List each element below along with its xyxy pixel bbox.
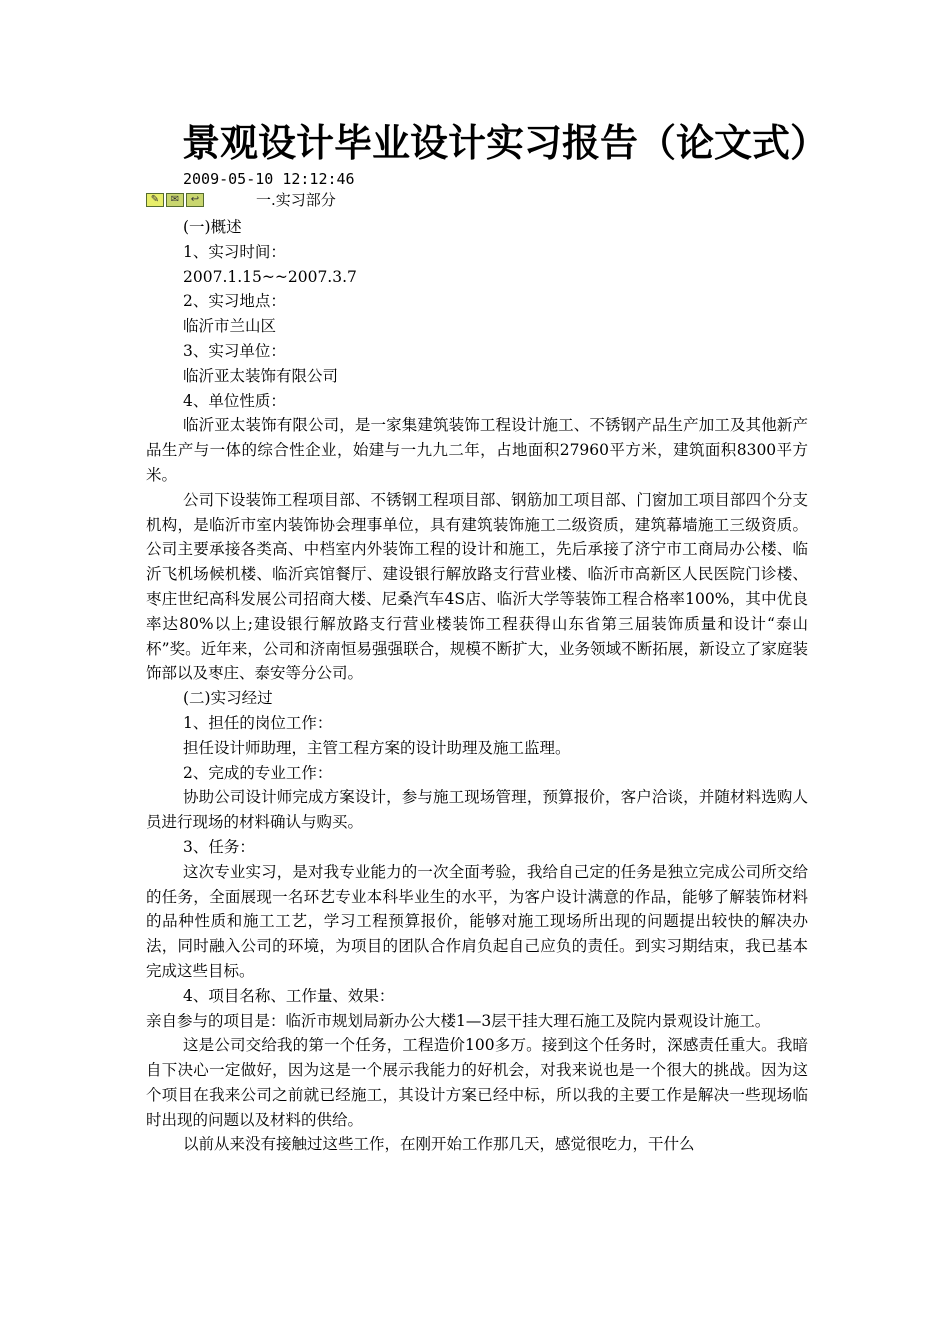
post-icon-bar <box>146 193 204 209</box>
subheading-process: (二)实习经过 <box>183 689 273 708</box>
paragraph: 临沂亚太装饰有限公司，是一家集建筑装饰工程设计施工、不锈钢产品生产加工及其他新产品生产与一体的综合性企业，始建与一九九二年，占地面积27960平方米，建筑面积8300平方米。 <box>146 416 808 484</box>
paragraph: 这是公司交给我的第一个任务，工程造价100多万。接到这个任务时，深感责任重大。我暗自下决心一定做好，因为这是一个展示我能力的好机会，对我来说也是一个很大的挑战。因为这个项目在我来公司之前就已经施工，其设计方案已经中标，所以我的主要工作是解决一些现场临时出现的问题以及材料的供给。 <box>146 1036 808 1129</box>
item-label: 4、单位性质： <box>183 391 286 410</box>
item-label: 2、实习地点： <box>183 292 286 311</box>
paragraph: 这次专业实习，是对我专业能力的一次全面考验，我给自己定的任务是独立完成公司所交给的任务，全面展现一名环艺专业本科毕业生的水平，为客户设计满意的作品，能够了解装饰材料的品种性质和施工工艺，学习工程预算报价，能够对施工现场所出现的问题提出较快的解决办法，同时融入公司的环境，为项目的团队合作肩负起自己应负的责任。到实习期结束，我已基本完成这些目标。 <box>146 862 808 980</box>
reply-icon[interactable]: ↩ <box>186 193 204 207</box>
item-label: 1、担任的岗位工作： <box>183 713 333 732</box>
item-label: 2、完成的专业工作： <box>183 763 333 782</box>
paragraph: 以前从来没有接触过这些工作，在刚开始工作那几天，感觉很吃力，干什么 <box>183 1135 695 1154</box>
paragraph: 公司下设装饰工程项目部、不锈钢工程项目部、钢筋加工项目部、门窗加工项目部四个分支机构，是临沂市室内装饰协会理事单位，具有建筑装饰施工二级资质，建筑幕墙施工三级资质。公司主要承接各类高、中档室内外装饰工程的设计和施工，先后承接了济宁市工商局办公楼、临沂飞机场候机楼、临沂宾馆餐厅、建设银行解放路支行营业楼、临沂市高新区人民医院门诊楼、枣庄世纪高科发展公司招商大楼、尼桑汽车4S店、临沂大学等装饰工程合格率100%，其中优良率达80%以上;建设银行解放路支行营业楼装饰工程获得山东省第三届装饰质量和设计“泰山杯”奖。近年来，公司和济南恒易强强联合，规模不断扩大，业务领域不断拓展，新设立了家庭装饰部以及枣庄、泰安等分公司。 <box>146 490 808 683</box>
subheading-overview: (一)概述 <box>183 218 242 236</box>
document-title: 景观设计毕业设计实习报告（论文式） <box>182 120 829 165</box>
item-value: 临沂亚太装饰有限公司 <box>183 366 339 385</box>
post-date: 2009-05-10 12:12:46 <box>183 170 355 188</box>
paragraph: 亲自参与的项目是：临沂市规划局新办公大楼1—3层干挂大理石施工及院内景观设计施工。 <box>146 1011 771 1030</box>
paragraph: 协助公司设计师完成方案设计，参与施工现场管理，预算报价，客户洽谈，并随材料选购人员进行现场的材料确认与购买。 <box>146 788 808 832</box>
item-label: 1、实习时间： <box>183 242 286 261</box>
section-heading: 一.实习部分 <box>256 191 336 209</box>
item-value: 临沂市兰山区 <box>183 317 277 336</box>
paragraph: 担任设计师助理，主管工程方案的设计助理及施工监理。 <box>183 738 571 757</box>
item-label: 3、实习单位： <box>183 341 286 360</box>
item-value: 2007.1.15~~2007.3.7 <box>183 267 357 286</box>
note-icon[interactable]: ✎ <box>146 193 164 207</box>
item-label: 3、任务： <box>183 837 255 856</box>
edit-icon[interactable]: ✉ <box>166 193 184 207</box>
item-label: 4、项目名称、工作量、效果： <box>183 986 395 1005</box>
document-body <box>146 215 808 1157</box>
